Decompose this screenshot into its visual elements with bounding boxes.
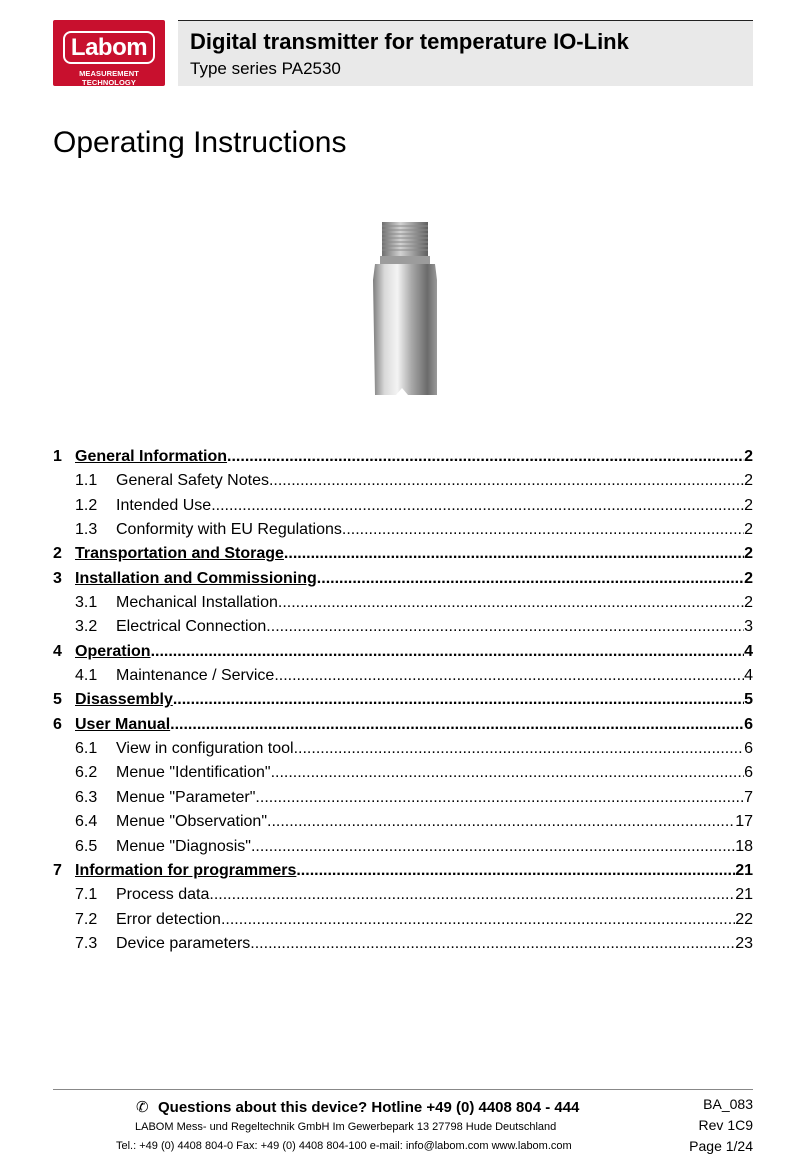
toc-number: 7 [53, 861, 62, 879]
toc-section[interactable] [53, 740, 753, 764]
toc-title: Maintenance / Service [116, 667, 275, 685]
toc-leader [267, 813, 735, 831]
toc-page-number: 7 [744, 788, 753, 806]
header-title-band [178, 20, 753, 86]
toc-section[interactable] [53, 911, 753, 935]
toc-title: Error detection [116, 910, 221, 928]
toc-section[interactable] [53, 472, 753, 496]
toc-leader [173, 691, 744, 709]
hotline-text: Questions about this device? Hotline +49 (0) 4408 804 - 444 [158, 1099, 580, 1116]
toc-page-number: 6 [744, 764, 753, 782]
toc-section[interactable] [53, 618, 753, 642]
toc-chapter[interactable] [53, 448, 753, 472]
toc-section[interactable] [53, 935, 753, 959]
toc-chapter[interactable] [53, 716, 753, 740]
toc-section[interactable] [53, 764, 753, 788]
toc-page-number: 4 [744, 667, 753, 685]
toc-number: 6.1 [75, 740, 98, 758]
toc-number: 1.2 [75, 496, 98, 514]
toc-number: 4.1 [75, 667, 98, 685]
toc-number: 3.2 [75, 618, 98, 636]
company-contacts: Tel.: +49 (0) 4408 804-0 Fax: +49 (0) 4408 804-100 e-mail: info@labom.com www.labom.com [116, 1140, 572, 1152]
toc-title: Mechanical Installation [116, 594, 278, 612]
toc-page-number: 21 [735, 886, 753, 904]
toc-leader [221, 911, 735, 929]
toc-leader [274, 667, 744, 685]
toc-title: View in configuration tool [116, 740, 294, 758]
toc-page-number: 2 [744, 545, 753, 563]
logo-tagline: MEASUREMENT TECHNOLOGY [79, 69, 139, 87]
toc-number: 7.1 [75, 886, 98, 904]
toc-number: 6.5 [75, 837, 98, 855]
toc-title: User Manual [75, 715, 171, 733]
toc-page-number: 2 [744, 594, 753, 612]
document-subtitle: Type series PA2530 [190, 59, 341, 78]
page-number: Page 1/24 [689, 1138, 753, 1154]
toc-title: Operation [75, 642, 151, 660]
toc-title: Electrical Connection [116, 618, 267, 636]
toc-number: 6.4 [75, 813, 98, 831]
toc-page-number: 5 [744, 691, 753, 709]
hotline-line [136, 1098, 586, 1116]
device-photo [330, 210, 440, 410]
toc-leader [255, 789, 744, 807]
toc-chapter[interactable] [53, 643, 753, 667]
toc-number: 3 [53, 569, 62, 587]
toc-page-number: 21 [735, 861, 753, 879]
toc-leader [170, 716, 744, 734]
toc-number: 3.1 [75, 594, 98, 612]
toc-leader [278, 594, 744, 612]
toc-number: 5 [53, 691, 62, 709]
toc-leader [296, 862, 735, 880]
toc-number: 1.3 [75, 521, 98, 539]
toc-number: 6.3 [75, 788, 98, 806]
toc-number: 6.2 [75, 764, 98, 782]
toc-title: Installation and Commissioning [75, 569, 317, 587]
toc-page-number: 22 [735, 910, 753, 928]
revision: Rev 1C9 [698, 1117, 753, 1133]
toc-leader [227, 448, 744, 466]
toc-leader [250, 935, 735, 953]
toc-leader [151, 643, 745, 661]
toc-title: Device parameters [116, 934, 251, 952]
page-header [53, 20, 753, 86]
toc-page-number: 18 [735, 837, 753, 855]
toc-page-number: 2 [744, 472, 753, 490]
toc-page-number: 6 [744, 740, 753, 758]
toc-section[interactable] [53, 886, 753, 910]
toc-leader [211, 497, 744, 515]
toc-leader [269, 472, 744, 490]
toc-leader [284, 545, 744, 563]
toc-title: Menue "Parameter" [116, 788, 256, 806]
toc-page-number: 23 [735, 934, 753, 952]
toc-leader [209, 886, 735, 904]
toc-title: Menue "Identification" [116, 764, 271, 782]
toc-section[interactable] [53, 521, 753, 545]
toc-leader [317, 570, 744, 588]
toc-section[interactable] [53, 594, 753, 618]
toc-page-number: 2 [744, 521, 753, 539]
toc-chapter[interactable] [53, 862, 753, 886]
toc-leader [342, 521, 744, 539]
toc-number: 7.2 [75, 910, 98, 928]
toc-page-number: 6 [744, 715, 753, 733]
toc-chapter[interactable] [53, 691, 753, 715]
toc-leader [271, 764, 745, 782]
toc-number: 2 [53, 545, 62, 563]
toc-section[interactable] [53, 497, 753, 521]
document-id: BA_083 [703, 1096, 753, 1112]
toc-page-number: 2 [744, 496, 753, 514]
toc-title: Conformity with EU Regulations [116, 521, 342, 539]
toc-section[interactable] [53, 838, 753, 862]
toc-title: General Information [75, 448, 228, 465]
toc-title: Menue "Observation" [116, 813, 267, 831]
toc-section[interactable] [53, 789, 753, 813]
toc-page-number: 4 [744, 642, 753, 660]
toc-number: 7.3 [75, 934, 98, 952]
footer-divider [53, 1089, 753, 1090]
toc-chapter[interactable] [53, 545, 753, 569]
document-title: Digital transmitter for temperature IO-Link [190, 29, 629, 54]
toc-title: Process data [116, 886, 210, 904]
labom-logo [53, 20, 165, 86]
toc-number: 6 [53, 715, 62, 733]
toc-number: 4 [53, 642, 62, 660]
toc-leader [266, 618, 744, 636]
toc-number: 1 [53, 448, 62, 465]
toc-title: Disassembly [75, 691, 173, 709]
toc-chapter[interactable] [53, 570, 753, 594]
toc-page-number: 2 [744, 569, 753, 587]
logo-wordmark: Labom [63, 31, 155, 64]
toc-page-number: 3 [744, 618, 753, 636]
page-heading: Operating Instructions [53, 126, 347, 159]
toc-title: Transportation and Storage [75, 545, 284, 563]
toc-title: Menue "Diagnosis" [116, 837, 251, 855]
toc-page-number: 2 [744, 448, 753, 465]
toc-leader [294, 740, 745, 758]
phone-icon: ✆ [136, 1099, 149, 1116]
company-address: LABOM Mess- und Regeltechnik GmbH Im Gewerbepark 13 27798 Hude Deutschland [135, 1121, 557, 1133]
toc-leader [251, 838, 735, 856]
toc-page-number: 17 [735, 813, 753, 831]
table-of-contents [53, 448, 753, 959]
toc-title: Intended Use [116, 496, 212, 514]
toc-section[interactable] [53, 813, 753, 837]
toc-title: Information for programmers [75, 861, 297, 879]
toc-number: 1.1 [75, 472, 98, 490]
toc-title: General Safety Notes [116, 472, 269, 490]
toc-section[interactable] [53, 667, 753, 691]
